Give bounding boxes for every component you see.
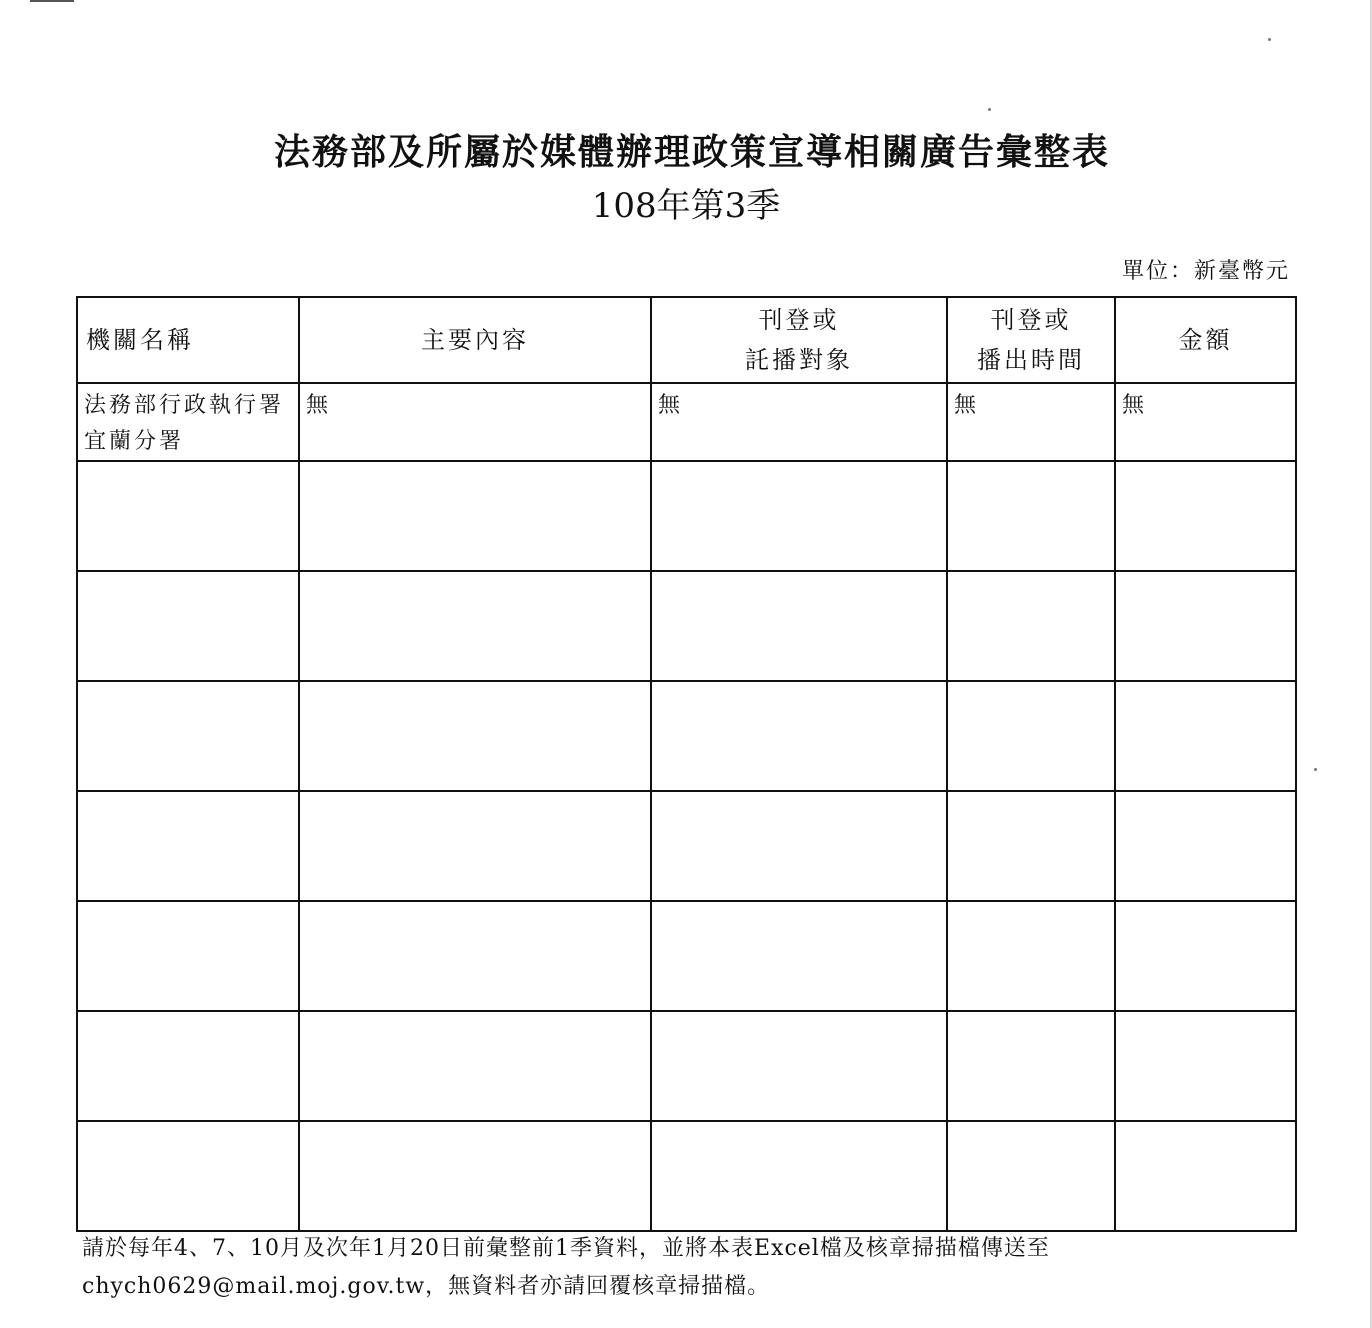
empty-cell xyxy=(651,791,947,901)
empty-cell xyxy=(651,1121,947,1231)
scan-artifact xyxy=(1268,38,1271,41)
page-subtitle: 108年第3季 xyxy=(591,186,781,226)
footnote-line-1: 請於每年4、7、10月及次年1月20日前彙整前1季資料，並將本表Excel檔及核章掃描檔傳送至 xyxy=(82,1236,1050,1261)
empty-cell xyxy=(77,1011,299,1121)
empty-cell xyxy=(77,1121,299,1231)
empty-cell xyxy=(1115,571,1296,681)
advertising-summary-table xyxy=(76,296,1297,1232)
empty-cell xyxy=(1115,1121,1296,1231)
cell-publish-target: 無 xyxy=(651,383,947,461)
table-row xyxy=(77,383,1296,461)
empty-cell xyxy=(947,681,1115,791)
empty-cell xyxy=(299,461,651,571)
page-title: 法務部及所屬於媒體辦理政策宣導相關廣告彙整表 xyxy=(273,131,1110,173)
scan-artifact xyxy=(30,0,74,2)
table-row-empty xyxy=(77,681,1296,791)
table-row-empty xyxy=(77,1011,1296,1121)
empty-cell xyxy=(947,791,1115,901)
cell-agency-name: 法務部行政執行署宜蘭分署 xyxy=(77,383,299,461)
empty-cell xyxy=(299,791,651,901)
table-row-empty xyxy=(77,1121,1296,1231)
empty-cell xyxy=(1115,461,1296,571)
header-publish-target xyxy=(651,297,947,383)
header-publish-target-line2: 託播對象 xyxy=(745,346,853,374)
cell-main-content: 無 xyxy=(299,383,651,461)
empty-cell xyxy=(1115,791,1296,901)
empty-cell xyxy=(77,901,299,1011)
empty-cell xyxy=(947,1121,1115,1231)
scan-artifact xyxy=(988,108,991,111)
empty-cell xyxy=(77,571,299,681)
empty-cell xyxy=(1115,901,1296,1011)
footnote xyxy=(82,1230,1302,1306)
header-publish-time-line2: 播出時間 xyxy=(977,346,1085,374)
empty-cell xyxy=(77,681,299,791)
cell-publish-time: 無 xyxy=(947,383,1115,461)
empty-cell xyxy=(1115,681,1296,791)
header-main-content: 主要內容 xyxy=(299,297,651,383)
empty-cell xyxy=(77,791,299,901)
empty-cell xyxy=(299,571,651,681)
header-amount: 金額 xyxy=(1115,297,1296,383)
empty-cell xyxy=(947,461,1115,571)
table-header-row xyxy=(77,297,1296,383)
empty-cell xyxy=(1115,1011,1296,1121)
empty-cell xyxy=(651,1011,947,1121)
empty-cell xyxy=(77,461,299,571)
cell-amount: 無 xyxy=(1115,383,1296,461)
empty-cell xyxy=(947,571,1115,681)
empty-cell xyxy=(947,1011,1115,1121)
empty-cell xyxy=(299,681,651,791)
empty-cell xyxy=(299,901,651,1011)
header-publish-time xyxy=(947,297,1115,383)
footnote-line-2: chych0629@mail.moj.gov.tw，無資料者亦請回覆核章掃描檔。 xyxy=(82,1274,771,1299)
header-agency-name: 機關名稱 xyxy=(77,297,299,383)
table-row-empty xyxy=(77,571,1296,681)
table-row-empty xyxy=(77,901,1296,1011)
header-publish-time-line1: 刊登或 xyxy=(990,306,1072,334)
empty-cell xyxy=(651,571,947,681)
empty-cell xyxy=(651,901,947,1011)
table-row-empty xyxy=(77,461,1296,571)
empty-cell xyxy=(947,901,1115,1011)
empty-cell xyxy=(651,461,947,571)
empty-cell xyxy=(299,1011,651,1121)
header-publish-target-line1: 刊登或 xyxy=(758,306,840,334)
table-row-empty xyxy=(77,791,1296,901)
currency-unit: 單位：新臺幣元 xyxy=(1121,259,1290,284)
empty-cell xyxy=(651,681,947,791)
scan-artifact xyxy=(1314,768,1317,771)
empty-cell xyxy=(299,1121,651,1231)
